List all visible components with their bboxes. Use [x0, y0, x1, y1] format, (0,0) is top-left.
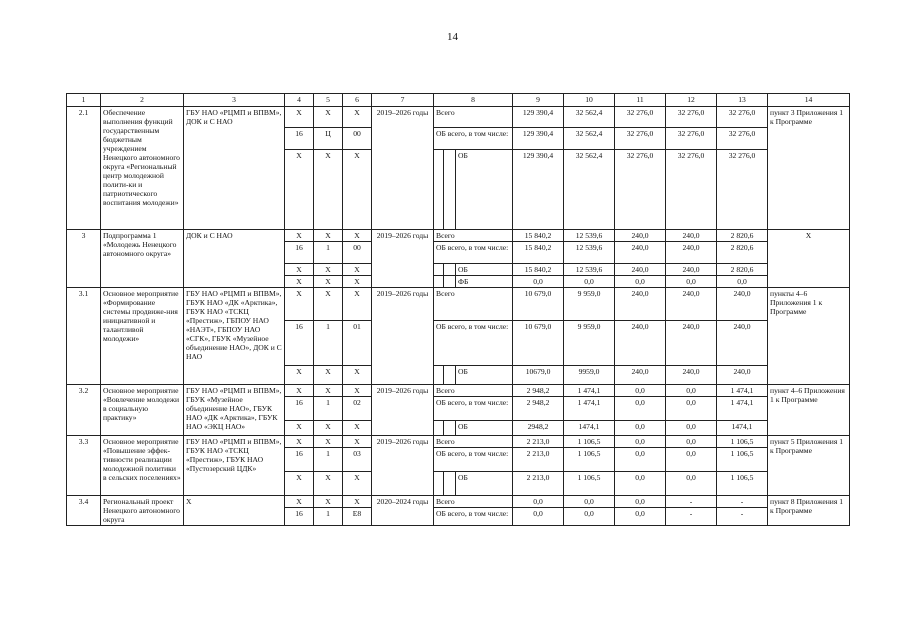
- amount-cell: 2 213,0: [513, 448, 564, 472]
- amount-cell: 240,0: [615, 288, 666, 321]
- amount-cell: 240,0: [666, 366, 717, 385]
- header-cell: 4: [285, 94, 314, 107]
- amount-cell: 0,0: [666, 276, 717, 288]
- funding-source: ОБ: [456, 472, 513, 496]
- amount-cell: 32 276,0: [615, 128, 666, 150]
- code-cell: 16: [285, 321, 314, 366]
- code-cell: Х: [285, 436, 314, 448]
- code-cell: Х: [314, 276, 343, 288]
- code-cell: Х: [314, 150, 343, 230]
- code-cell: Х: [314, 107, 343, 128]
- amount-cell: 1 106,5: [717, 472, 768, 496]
- activity-name: Основное мероприятие «Повышение эффек-тивности реализации молодежной политики в сельских поселениях»: [101, 436, 184, 496]
- table-row: [67, 107, 850, 128]
- code-cell: Х: [285, 264, 314, 276]
- amount-cell: 240,0: [666, 242, 717, 264]
- code-cell: Х: [343, 288, 372, 321]
- reference-note: пункты 4–6 Приложения 1 к Программе: [768, 288, 850, 385]
- amount-cell: 240,0: [717, 288, 768, 321]
- executor: ГБУ НАО «РЦМП и ВПВМ», ДОК и С НАО: [184, 107, 285, 230]
- code-cell: Х: [285, 150, 314, 230]
- code-cell: Е8: [343, 508, 372, 526]
- header-cell: 1: [67, 94, 101, 107]
- amount-cell: 32 276,0: [717, 107, 768, 128]
- executor: ГБУ НАО «РЦМП и ВПВМ», ГБУК НАО «ТСКЦ «Престиж», ГБУК НАО «Пустозерский ЦДК»: [184, 436, 285, 496]
- code-cell: 1: [314, 508, 343, 526]
- table-row: [67, 230, 850, 242]
- amount-cell: 32 276,0: [717, 128, 768, 150]
- code-cell: Х: [314, 472, 343, 496]
- code-cell: 16: [285, 128, 314, 150]
- amount-cell: 1 106,5: [717, 436, 768, 448]
- code-cell: Ц: [314, 128, 343, 150]
- code-cell: 03: [343, 448, 372, 472]
- code-cell: Х: [343, 436, 372, 448]
- amount-cell: 2 948,2: [513, 397, 564, 421]
- executor: ДОК и С НАО: [184, 230, 285, 288]
- amount-cell: 0,0: [513, 508, 564, 526]
- page-number: 14: [447, 31, 458, 43]
- amount-cell: 0,0: [564, 496, 615, 508]
- row-number: 3.1: [67, 288, 101, 385]
- amount-cell: 0,0: [513, 276, 564, 288]
- amount-cell: 2 948,2: [513, 385, 564, 397]
- amount-cell: 240,0: [717, 366, 768, 385]
- code-cell: Х: [285, 366, 314, 385]
- code-cell: Х: [314, 230, 343, 242]
- spacer-cell: [434, 264, 444, 276]
- funding-source: ОБ всего, в том числе:: [434, 448, 513, 472]
- amount-cell: 0,0: [666, 436, 717, 448]
- code-cell: Х: [285, 230, 314, 242]
- amount-cell: 32 276,0: [666, 128, 717, 150]
- amount-cell: 1 106,5: [564, 472, 615, 496]
- header-cell: 10: [564, 94, 615, 107]
- amount-cell: 0,0: [717, 276, 768, 288]
- amount-cell: 9959,0: [564, 366, 615, 385]
- header-cell: 6: [343, 94, 372, 107]
- amount-cell: 240,0: [666, 288, 717, 321]
- reference-note: пункт 4–6 Приложения 1 к Программе: [768, 385, 850, 436]
- funding-source: ОБ всего, в том числе:: [434, 242, 513, 264]
- amount-cell: 2 820,6: [717, 242, 768, 264]
- code-cell: Х: [285, 385, 314, 397]
- amount-cell: 0,0: [615, 508, 666, 526]
- executor: ГБУ НАО «РЦМП и ВПВМ», ГБУК НАО «ДК «Арктика», ГБУК НАО «ТСКЦ «Престиж», ГБПОУ НАО «НАЭТ», ГБПОУ НАО «СГК», ГБУК «Музейное объединение НАО», ДОК и С НАО: [184, 288, 285, 385]
- spacer-cell: [444, 366, 456, 385]
- amount-cell: 0,0: [615, 397, 666, 421]
- code-cell: 16: [285, 397, 314, 421]
- amount-cell: -: [717, 496, 768, 508]
- header-cell: 8: [434, 94, 513, 107]
- amount-cell: 10 679,0: [513, 321, 564, 366]
- amount-cell: 240,0: [615, 242, 666, 264]
- amount-cell: 2 213,0: [513, 472, 564, 496]
- code-cell: Х: [285, 472, 314, 496]
- header-cell: 12: [666, 94, 717, 107]
- header-row: [67, 94, 850, 107]
- amount-cell: 0,0: [513, 496, 564, 508]
- code-cell: Х: [343, 150, 372, 230]
- activity-name: Обеспечение выполнения функций государственным бюджетным учреждением Ненецкого автономного округа «Региональный центр молодежной полити-ки и патриотического воспитания молодежи»: [101, 107, 184, 230]
- row-number: 3: [67, 230, 101, 288]
- code-cell: Х: [314, 385, 343, 397]
- amount-cell: 240,0: [615, 264, 666, 276]
- amount-cell: 240,0: [666, 264, 717, 276]
- row-number: 3.3: [67, 436, 101, 496]
- amount-cell: 15 840,2: [513, 242, 564, 264]
- amount-cell: 0,0: [615, 436, 666, 448]
- code-cell: Х: [343, 421, 372, 436]
- funding-source: ФБ: [456, 276, 513, 288]
- code-cell: 16: [285, 448, 314, 472]
- funding-source: Всего: [434, 230, 513, 242]
- amount-cell: 32 276,0: [666, 107, 717, 128]
- amount-cell: 15 840,2: [513, 230, 564, 242]
- amount-cell: 32 276,0: [615, 150, 666, 230]
- amount-cell: 12 539,6: [564, 264, 615, 276]
- amount-cell: 0,0: [666, 421, 717, 436]
- code-cell: Х: [314, 496, 343, 508]
- code-cell: Х: [314, 288, 343, 321]
- activity-name: Основное мероприятие «Формирование системы продвиже-ния инициативной и талантливой молодежи»: [101, 288, 184, 385]
- amount-cell: 2948,2: [513, 421, 564, 436]
- code-cell: Х: [285, 288, 314, 321]
- spacer-cell: [444, 276, 456, 288]
- code-cell: 00: [343, 128, 372, 150]
- funding-source: ОБ всего, в том числе:: [434, 397, 513, 421]
- reference-note: пункт 8 Приложения 1 к Программе: [768, 496, 850, 526]
- code-cell: Х: [285, 496, 314, 508]
- spacer-cell: [434, 472, 444, 496]
- amount-cell: -: [717, 508, 768, 526]
- activity-name: Подпрограмма 1 «Молодежь Ненецкого автономного округа»: [101, 230, 184, 288]
- amount-cell: 2 820,6: [717, 264, 768, 276]
- funding-source: ОБ всего, в том числе:: [434, 508, 513, 526]
- amount-cell: 129 390,4: [513, 107, 564, 128]
- code-cell: Х: [314, 421, 343, 436]
- amount-cell: 32 562,4: [564, 128, 615, 150]
- amount-cell: 0,0: [564, 276, 615, 288]
- amount-cell: 9 959,0: [564, 288, 615, 321]
- amount-cell: 32 562,4: [564, 107, 615, 128]
- funding-source: ОБ: [456, 150, 513, 230]
- amount-cell: 15 840,2: [513, 264, 564, 276]
- code-cell: 01: [343, 321, 372, 366]
- activity-name: Региональный проект Ненецкого автономного округа: [101, 496, 184, 526]
- code-cell: Х: [285, 421, 314, 436]
- reference-note: пункт 5 Приложения 1 к Программе: [768, 436, 850, 496]
- spacer-cell: [434, 150, 444, 230]
- funding-source: ОБ всего, в том числе:: [434, 128, 513, 150]
- amount-cell: 240,0: [615, 230, 666, 242]
- period-cell: 2020–2024 годы: [372, 496, 434, 526]
- code-cell: Х: [343, 107, 372, 128]
- code-cell: Х: [285, 276, 314, 288]
- spacer-cell: [434, 421, 444, 436]
- amount-cell: 0,0: [615, 496, 666, 508]
- code-cell: 16: [285, 242, 314, 264]
- funding-source: ОБ: [456, 366, 513, 385]
- amount-cell: 0,0: [615, 276, 666, 288]
- amount-cell: 1474,1: [564, 421, 615, 436]
- code-cell: 00: [343, 242, 372, 264]
- amount-cell: -: [666, 496, 717, 508]
- amount-cell: 32 276,0: [666, 150, 717, 230]
- code-cell: Х: [285, 107, 314, 128]
- activity-name: Основное мероприятие «Вовлечение молодежи в социальную практику»: [101, 385, 184, 436]
- code-cell: Х: [343, 385, 372, 397]
- amount-cell: 240,0: [666, 321, 717, 366]
- table-row: [67, 385, 850, 397]
- amount-cell: 240,0: [615, 366, 666, 385]
- code-cell: Х: [343, 496, 372, 508]
- code-cell: Х: [314, 436, 343, 448]
- amount-cell: 240,0: [666, 230, 717, 242]
- code-cell: 1: [314, 321, 343, 366]
- amount-cell: 129 390,4: [513, 150, 564, 230]
- amount-cell: 0,0: [666, 448, 717, 472]
- code-cell: Х: [343, 366, 372, 385]
- amount-cell: 2 213,0: [513, 436, 564, 448]
- code-cell: Х: [343, 230, 372, 242]
- table-row: [67, 436, 850, 448]
- header-cell: 14: [768, 94, 850, 107]
- amount-cell: 32 562,4: [564, 150, 615, 230]
- code-cell: 1: [314, 397, 343, 421]
- amount-cell: -: [666, 508, 717, 526]
- funding-source: Всего: [434, 288, 513, 321]
- code-cell: 02: [343, 397, 372, 421]
- amount-cell: 129 390,4: [513, 128, 564, 150]
- header-cell: 11: [615, 94, 666, 107]
- amount-cell: 10679,0: [513, 366, 564, 385]
- amount-cell: 0,0: [615, 472, 666, 496]
- amount-cell: 1 106,5: [564, 436, 615, 448]
- amount-cell: 0,0: [615, 421, 666, 436]
- funding-source: Всего: [434, 107, 513, 128]
- spacer-cell: [444, 472, 456, 496]
- code-cell: 1: [314, 448, 343, 472]
- reference-note: Х: [768, 230, 850, 288]
- table-row: [67, 288, 850, 321]
- code-cell: Х: [343, 472, 372, 496]
- code-cell: Х: [314, 366, 343, 385]
- amount-cell: 9 959,0: [564, 321, 615, 366]
- program-table: [66, 93, 850, 526]
- amount-cell: 12 539,6: [564, 242, 615, 264]
- amount-cell: 12 539,6: [564, 230, 615, 242]
- period-cell: 2019–2026 годы: [372, 436, 434, 496]
- amount-cell: 0,0: [564, 508, 615, 526]
- period-cell: 2019–2026 годы: [372, 385, 434, 436]
- period-cell: 2019–2026 годы: [372, 288, 434, 385]
- amount-cell: 0,0: [615, 448, 666, 472]
- row-number: 2.1: [67, 107, 101, 230]
- table-row: [67, 496, 850, 508]
- amount-cell: 240,0: [615, 321, 666, 366]
- code-cell: 1: [314, 242, 343, 264]
- header-cell: 3: [184, 94, 285, 107]
- amount-cell: 32 276,0: [615, 107, 666, 128]
- amount-cell: 32 276,0: [717, 150, 768, 230]
- funding-source: Всего: [434, 496, 513, 508]
- code-cell: Х: [343, 276, 372, 288]
- spacer-cell: [444, 421, 456, 436]
- amount-cell: 0,0: [666, 472, 717, 496]
- amount-cell: 1 474,1: [717, 397, 768, 421]
- funding-source: Всего: [434, 385, 513, 397]
- funding-source: Всего: [434, 436, 513, 448]
- amount-cell: 1 474,1: [564, 397, 615, 421]
- amount-cell: 1 474,1: [564, 385, 615, 397]
- funding-source: ОБ: [456, 264, 513, 276]
- amount-cell: 0,0: [666, 385, 717, 397]
- spacer-cell: [434, 366, 444, 385]
- header-cell: 7: [372, 94, 434, 107]
- header-cell: 5: [314, 94, 343, 107]
- amount-cell: 1474,1: [717, 421, 768, 436]
- spacer-cell: [434, 276, 444, 288]
- amount-cell: 240,0: [717, 321, 768, 366]
- amount-cell: 0,0: [615, 385, 666, 397]
- period-cell: 2019–2026 годы: [372, 107, 434, 230]
- period-cell: 2019–2026 годы: [372, 230, 434, 288]
- spacer-cell: [444, 150, 456, 230]
- code-cell: Х: [314, 264, 343, 276]
- row-number: 3.4: [67, 496, 101, 526]
- funding-source: ОБ всего, в том числе:: [434, 321, 513, 366]
- header-cell: 2: [101, 94, 184, 107]
- header-cell: 13: [717, 94, 768, 107]
- executor: ГБУ НАО «РЦМП и ВПВМ», ГБУК «Музейное объединение НАО», ГБУК НАО «ДК «Арктика», ГБУК НАО «ЭКЦ НАО»: [184, 385, 285, 436]
- header-cell: 9: [513, 94, 564, 107]
- funding-source: ОБ: [456, 421, 513, 436]
- spacer-cell: [444, 264, 456, 276]
- amount-cell: 2 820,6: [717, 230, 768, 242]
- amount-cell: 10 679,0: [513, 288, 564, 321]
- amount-cell: 0,0: [666, 397, 717, 421]
- reference-note: пункт 3 Приложения 1 к Программе: [768, 107, 850, 230]
- code-cell: 16: [285, 508, 314, 526]
- row-number: 3.2: [67, 385, 101, 436]
- code-cell: Х: [343, 264, 372, 276]
- executor: Х: [184, 496, 285, 526]
- amount-cell: 1 474,1: [717, 385, 768, 397]
- amount-cell: 1 106,5: [564, 448, 615, 472]
- amount-cell: 1 106,5: [717, 448, 768, 472]
